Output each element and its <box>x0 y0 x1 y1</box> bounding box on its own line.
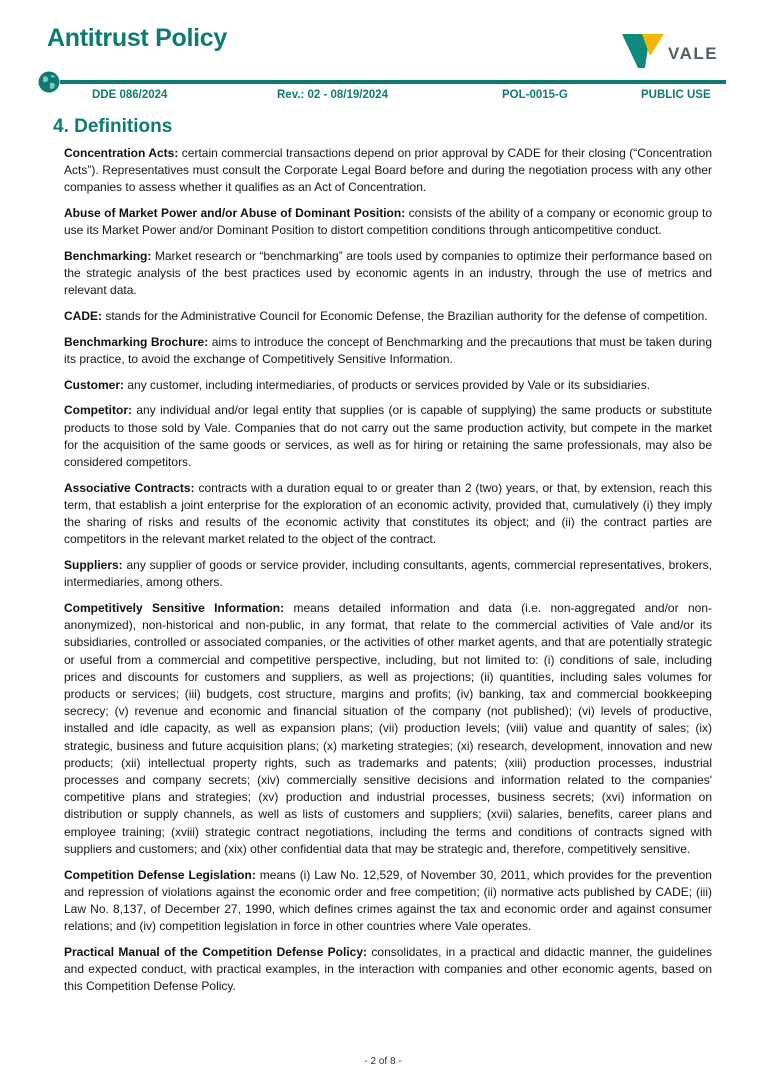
definition-term: Competitor: <box>64 403 132 418</box>
logo-text: VALE <box>668 44 719 63</box>
definition-text: certain commercial transactions depend on prior approval by CADE for their closing (“Concentration Acts”). Representatives must consult the Corporate Legal Board before and during the negotiation process with any other companies to assess whether it qualifies as an Act of Concentration. <box>64 146 712 195</box>
definition-item <box>64 248 712 300</box>
definition-item <box>64 402 712 471</box>
definition-text: Market research or “benchmarking” are tools used by companies to optimize their performance based on the strategic analysis of the best practices used by economic agents in an industry, through the use of metrics and relevant data. <box>64 249 712 298</box>
definition-item <box>64 867 712 936</box>
definition-term: Practical Manual of the Competition Defense Policy: <box>64 944 368 959</box>
definition-item <box>64 480 712 549</box>
definition-text: means detailed information and data (i.e. non-aggregated and/or non-anonymized), non-historical and non-public, in any format, that relate to the commercial activities of Vale and/or its subsidiaries, controlled or associated companies, or the activities of other market agents, and that are potentially strategic or useful from a commercial and competitive perspective, including, but not limited to: (i) conditions of sale, including prices and discounts for customers and suppliers, as well as projections; (ii) quantities, including sales volumes for products or services; (iii) budgets, cost structure, margins and profits; (iv) banking, tax and commercial bookkeeping secrecy; (v) revenue and economic and financial situation of the company (not published); (vi) levels of productive, installed and idle capacity, as well as expansion plans; (vii) production levels; (viii) value and quantity of sales; (ix) strategic, business and future acquisition plans; (x) marketing strategies; (xi) research, development, innovation and new products; (xii) intellectual property rights, such as trademarks and patents; (xiii) production processes, industrial processes and company secrets; (xiv) commercially sensitive decisions and information related to the companies' competitive plans and strategies; (xv) production and industrial processes, business secrets; (xvi) information on distribution or supply channels, as well as lists of customers and suppliers; (xvii) salaries, benefits, career plans and employee training; (xviii) strategic contract negotiations, including the terms and conditions of contracts signed with suppliers and customers; and (xix) other confidential data that may be strategic and, therefore, competitively sensitive. <box>64 600 712 856</box>
definition-text: aims to introduce the concept of Benchmarking and the precautions that must be taken during its practice, to avoid the exchange of Competitively Sensitive Information. <box>64 334 712 367</box>
section-title: 4. Definitions <box>53 116 173 137</box>
definition-item <box>64 308 712 325</box>
classification: PUBLIC USE <box>641 89 711 101</box>
document-title: Antitrust Policy <box>47 24 227 52</box>
definition-text: any individual and/or legal entity that supplies (or is capable of supplying) the same products or substitute products to those sold by Vale. Companies that do not carry out the same production activity, but compete in the market for the acquisition of the same goods or services, as well as for hiring or retaining the same professionals, may also be considered competitors. <box>64 403 712 470</box>
definition-term: CADE: <box>64 309 102 324</box>
definition-text: any supplier of goods or service provider, including consultants, agents, commercial representatives, brokers, intermediaries, among others. <box>64 558 712 590</box>
definition-term: Benchmarking Brochure: <box>64 334 209 349</box>
revision: Rev.: 02 - 08/19/2024 <box>277 89 389 101</box>
definition-term: Competitively Sensitive Information: <box>64 600 285 615</box>
definition-term: Competition Defense Legislation: <box>64 867 256 882</box>
definition-item <box>64 600 712 858</box>
policy-code: POL-0015-G <box>502 89 568 101</box>
definition-term: Customer: <box>64 377 125 392</box>
page-number: - 2 of 8 - <box>364 1056 402 1067</box>
globe-icon <box>38 71 60 93</box>
definition-text: any customer, including intermediaries, of products or services provided by Vale or its subsidiaries. <box>124 377 651 392</box>
header-rule <box>60 80 726 84</box>
definition-item <box>64 205 712 239</box>
definition-term: Benchmarking: <box>64 249 152 264</box>
definition-term: Abuse of Market Power and/or Abuse of Dominant Position: <box>64 206 406 221</box>
definition-term: Associative Contracts: <box>64 480 195 495</box>
doc-code: DDE 086/2024 <box>92 89 168 101</box>
definition-term: Concentration Acts: <box>64 146 179 160</box>
definition-item <box>64 145 712 197</box>
definition-text: consists of the ability of a company or economic group to use its Market Power and/or Dominant Position to distort competition conditions through anticompetitive conduct. <box>64 206 712 238</box>
definitions-list <box>64 145 712 1004</box>
definition-text: means (i) Law No. 12,529, of November 30, 2011, which provides for the prevention and repression of violations against the economic order and free competition; (ii) normative acts published by CADE; (iii) Law No. 8,137, of December 27, 1990, which defines crimes against the tax and economic order and against consumer relations; and (iv) competition legislation in force in other countries where Vale operates. <box>64 867 712 934</box>
definition-item <box>64 944 712 996</box>
definition-item <box>64 377 712 394</box>
definition-text: consolidates, in a practical and didactic manner, the guidelines and expected conduct, with practical examples, in the interaction with companies and other economic agents, based on this Competition Defense Policy. <box>64 944 712 994</box>
definition-text: contracts with a duration equal to or greater than 2 (two) years, or that, by extension, reach this term, that establish a joint enterprise for the exploration of an economic activity, provided that, cumulatively (i) they imply the sharing of risks and results of the economic activity that constitutes its object; and (ii) the contract parties are competitors in the relevant market related to the object of the contract. <box>64 480 712 547</box>
definition-term: Suppliers: <box>64 558 123 573</box>
definition-text: stands for the Administrative Council for Economic Defense, the Brazilian authority for the defense of competition. <box>102 309 708 324</box>
definition-item <box>64 557 712 591</box>
definition-item <box>64 334 712 368</box>
